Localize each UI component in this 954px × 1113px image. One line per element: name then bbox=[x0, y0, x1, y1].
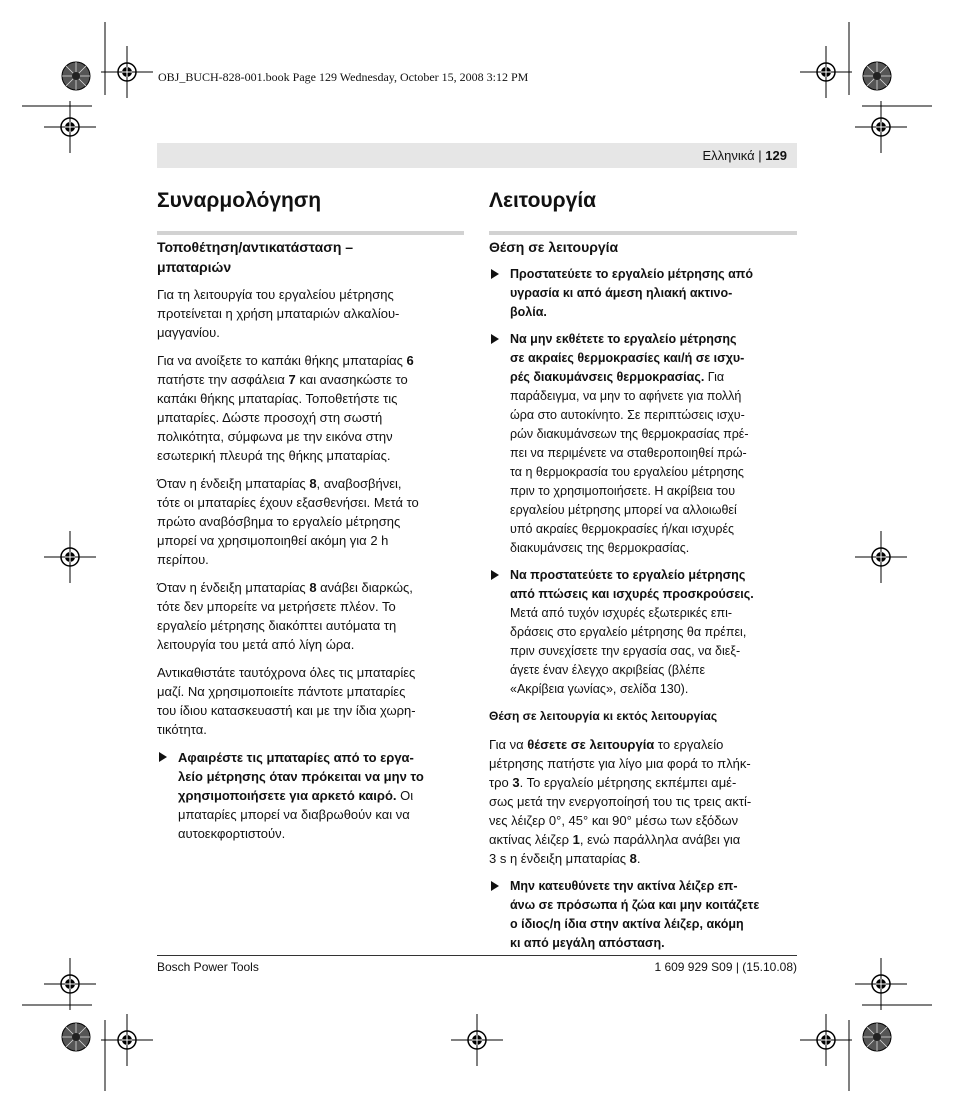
left-title-rule bbox=[157, 231, 464, 235]
ref-number: 7 bbox=[288, 372, 296, 387]
left-title: Συναρμολόγηση bbox=[157, 189, 322, 212]
right-warning-bullet-1 bbox=[489, 265, 801, 322]
text-line: σε ακραίες θερμοκρασίες και/ή σε ισχυ- bbox=[510, 351, 745, 365]
text-line: , ενώ παράλληλα ανάβει για bbox=[579, 832, 741, 847]
text-line: νες λέιζερ 0°, 45° και 90° μέσω των εξόδων bbox=[489, 813, 739, 828]
text-line: χρησιμοποιήσετε για αρκετό καιρό. bbox=[178, 788, 397, 803]
header-text bbox=[703, 148, 788, 163]
text-line: Για να ανοίξετε το καπάκι θήκης μπαταρίας bbox=[157, 353, 407, 368]
text-line: τρο bbox=[489, 775, 513, 790]
text-line: Για να bbox=[489, 737, 528, 752]
text-line: Προστατεύετε το εργαλείο μέτρησης από bbox=[510, 267, 753, 281]
left-paragraph-5 bbox=[157, 663, 469, 739]
text-line: υπό ακραίες θερμοκρασίες ή/και ισχυρές bbox=[510, 522, 735, 536]
text-line: 3 s η ένδειξη μπαταρίας bbox=[489, 851, 630, 866]
text-line: Όταν η ένδειξη μπαταρίας bbox=[157, 476, 310, 491]
right-column bbox=[489, 237, 801, 961]
text-line: υγρασία κι από άμεση ηλιακή ακτινο- bbox=[510, 286, 733, 300]
text-line: , αναβοσβήνει, bbox=[316, 476, 402, 491]
ref-number: 3 bbox=[512, 775, 520, 790]
text-line: παράδειγμα, να μην το αφήνετε για πολλή bbox=[510, 389, 742, 403]
text-line: ανάβει διαρκώς, bbox=[316, 580, 413, 595]
bullet-arrow-icon bbox=[491, 334, 499, 344]
text-line: Για bbox=[704, 370, 725, 384]
right-subheading: Θέση σε λειτουργία κι εκτός λειτουργίας bbox=[489, 709, 718, 723]
ref-number: 8 bbox=[309, 476, 317, 491]
left-paragraph-2 bbox=[157, 351, 469, 465]
text-line: . bbox=[636, 851, 641, 866]
footer-publisher: Bosch Power Tools bbox=[157, 960, 259, 974]
text-line: πριν συνεχίσετε την εργασία σας, να διεξ- bbox=[510, 644, 741, 658]
text-line: κι από μεγάλη απόσταση. bbox=[510, 936, 665, 950]
text-line: εργαλείο μέτρησης διακόπτει αυτόματα τη bbox=[157, 618, 397, 633]
text-line: βολία. bbox=[510, 305, 547, 319]
text-line: μπορεί να χρησιμοποιηθεί ακόμη για 2 h bbox=[157, 533, 389, 548]
right-paragraph-1 bbox=[489, 735, 801, 868]
text-line: μπαταρίες μπορεί να διαβρωθούν και να bbox=[178, 807, 410, 822]
footer-rule bbox=[157, 955, 797, 956]
ref-number: 8 bbox=[629, 851, 637, 866]
text-line: εσωτερική πλευρά της θήκης μπαταρίας. bbox=[157, 448, 391, 463]
ref-number: 6 bbox=[406, 353, 414, 368]
left-column bbox=[157, 237, 469, 851]
bullet-arrow-icon bbox=[159, 752, 167, 762]
header-bar bbox=[157, 143, 797, 168]
text-line: περίπου. bbox=[157, 552, 209, 567]
text-line: τότε δεν μπορείτε να μετρήσετε πλέον. Το bbox=[157, 599, 396, 614]
print-slug: OBJ_BUCH-828-001.book Page 129 Wednesday, October 15, 2008 3:12 PM bbox=[158, 70, 529, 84]
text-line: τότε οι μπαταρίες έχουν εξασθενήσει. Μετά το bbox=[157, 495, 419, 510]
text-line: Οι bbox=[396, 788, 414, 803]
text-line: προτείνεται η χρήση μπαταριών αλκαλίου- bbox=[157, 306, 400, 321]
bullet-arrow-icon bbox=[491, 269, 499, 279]
text-line: και ανασηκώστε το bbox=[295, 372, 408, 387]
text-line: Για τη λειτουργία του εργαλείου μέτρησης bbox=[157, 287, 394, 302]
left-subtitle-line1: Τοποθέτηση/αντικατάσταση – bbox=[157, 239, 354, 255]
text-line: λείο μέτρησης όταν πρόκειται να μην το bbox=[178, 769, 424, 784]
left-paragraph-1 bbox=[157, 285, 469, 342]
text-line: Αφαιρέστε τις μπαταρίες από το εργα- bbox=[178, 750, 414, 765]
ref-number: 1 bbox=[572, 832, 580, 847]
text-line: τα η θερμοκρασία του εργαλείου μέτρησης bbox=[510, 465, 744, 479]
left-subtitle-line2: μπαταριών bbox=[157, 259, 232, 275]
text-line: Να μην εκθέτετε το εργαλείο μέτρησης bbox=[510, 332, 737, 346]
text-line: πριν το χρησιμοποιήσετε. Η ακρίβεια του bbox=[510, 484, 736, 498]
left-subtitle bbox=[157, 237, 469, 277]
text-line: του ίδιου κατασκευαστή και με την ίδια χωρη- bbox=[157, 703, 416, 718]
text-line: πει να περιμένετε να σταθεροποιηθεί πρώ- bbox=[510, 446, 747, 460]
text-line: ο ίδιος/η ίδια στην ακτίνα λέιζερ, ακόμη bbox=[510, 917, 744, 931]
right-title-rule bbox=[489, 231, 797, 235]
bullet-arrow-icon bbox=[491, 881, 499, 891]
text-line: μπαταρίες. Δώστε προσοχή στη σωστή bbox=[157, 410, 383, 425]
text-line: λειτουργία του μετά από λίγη ώρα. bbox=[157, 637, 355, 652]
right-title: Λειτουργία bbox=[489, 189, 597, 212]
bullet-arrow-icon bbox=[491, 570, 499, 580]
text-line: διακυμάνσεις της θερμοκρασίας. bbox=[510, 541, 690, 555]
text-line: πατήστε την ασφάλεια bbox=[157, 372, 289, 387]
left-paragraph-3 bbox=[157, 474, 469, 569]
text-line: τικότητα. bbox=[157, 722, 207, 737]
text-line: σως μετά την ενεργοποίησή του τις τρεις ακτί- bbox=[489, 794, 752, 809]
page-number: 129 bbox=[765, 148, 787, 163]
text-line: θέσετε σε λειτουργία bbox=[527, 737, 655, 752]
text-line: Μην κατευθύνετε την ακτίνα λέιζερ επ- bbox=[510, 879, 738, 893]
text-line: άγετε έναν έλεγχο ακριβείας (βλέπε bbox=[510, 663, 706, 677]
footer-doc-id: 1 609 929 S09 | (15.10.08) bbox=[654, 960, 797, 974]
text-line: αυτοεκφορτιστούν. bbox=[178, 826, 286, 841]
left-warning-bullet bbox=[157, 748, 469, 843]
text-line: Μετά από τυχόν ισχυρές εξωτερικές επι- bbox=[510, 606, 733, 620]
right-warning-bullet-4 bbox=[489, 877, 801, 953]
text-line: μαζί. Να χρησιμοποιείτε πάντοτε μπαταρίες bbox=[157, 684, 406, 699]
right-warning-bullet-3 bbox=[489, 566, 801, 699]
right-warning-bullet-2 bbox=[489, 330, 801, 558]
text-line: πολικότητα, σύμφωνα με την εικόνα στην bbox=[157, 429, 393, 444]
text-line: εργαλείου μέτρησης μπορεί να αλλοιωθεί bbox=[510, 503, 737, 517]
text-line: ρών διακυμάνσεων της θερμοκρασίας πρέ- bbox=[510, 427, 749, 441]
text-line: ρές διακυμάνσεις θερμοκρασίας. bbox=[510, 370, 705, 384]
text-line: Όταν η ένδειξη μπαταρίας bbox=[157, 580, 310, 595]
text-line: ακτίνας λέιζερ bbox=[489, 832, 573, 847]
text-line: . Το εργαλείο μέτρησης εκπέμπει αμέ- bbox=[519, 775, 737, 790]
text-line: Να προστατεύετε το εργαλείο μέτρησης bbox=[510, 568, 746, 582]
header-separator: | bbox=[758, 148, 762, 163]
text-line: ώρα στο αυτοκίνητο. Σε περιπτώσεις ισχυ- bbox=[510, 408, 745, 422]
right-subtitle: Θέση σε λειτουργία bbox=[489, 239, 619, 255]
text-line: το εργαλείο bbox=[654, 737, 724, 752]
text-line: Αντικαθιστάτε ταυτόχρονα όλες τις μπαταρίες bbox=[157, 665, 416, 680]
left-paragraph-4 bbox=[157, 578, 469, 654]
text-line: πρώτο αναβόσβημα το εργαλείο μέτρησης bbox=[157, 514, 401, 529]
text-line: άνω σε πρόσωπα ή ζώα και μην κοιτάζετε bbox=[510, 898, 760, 912]
text-line: μαγγανίου. bbox=[157, 325, 220, 340]
header-language: Ελληνικά bbox=[702, 148, 755, 163]
text-line: μέτρησης πατήστε για λίγο μια φορά το πλήκ- bbox=[489, 756, 751, 771]
text-line: καπάκι θήκης μπαταρίας. Τοποθετήστε τις bbox=[157, 391, 398, 406]
text-line: δράσεις στο εργαλείο μέτρησης θα πρέπει, bbox=[510, 625, 747, 639]
text-line: από πτώσεις και ισχυρές προσκρούσεις. bbox=[510, 587, 754, 601]
ref-number: 8 bbox=[309, 580, 317, 595]
text-line: «Ακρίβεια γωνίας», σελίδα 130). bbox=[510, 682, 689, 696]
